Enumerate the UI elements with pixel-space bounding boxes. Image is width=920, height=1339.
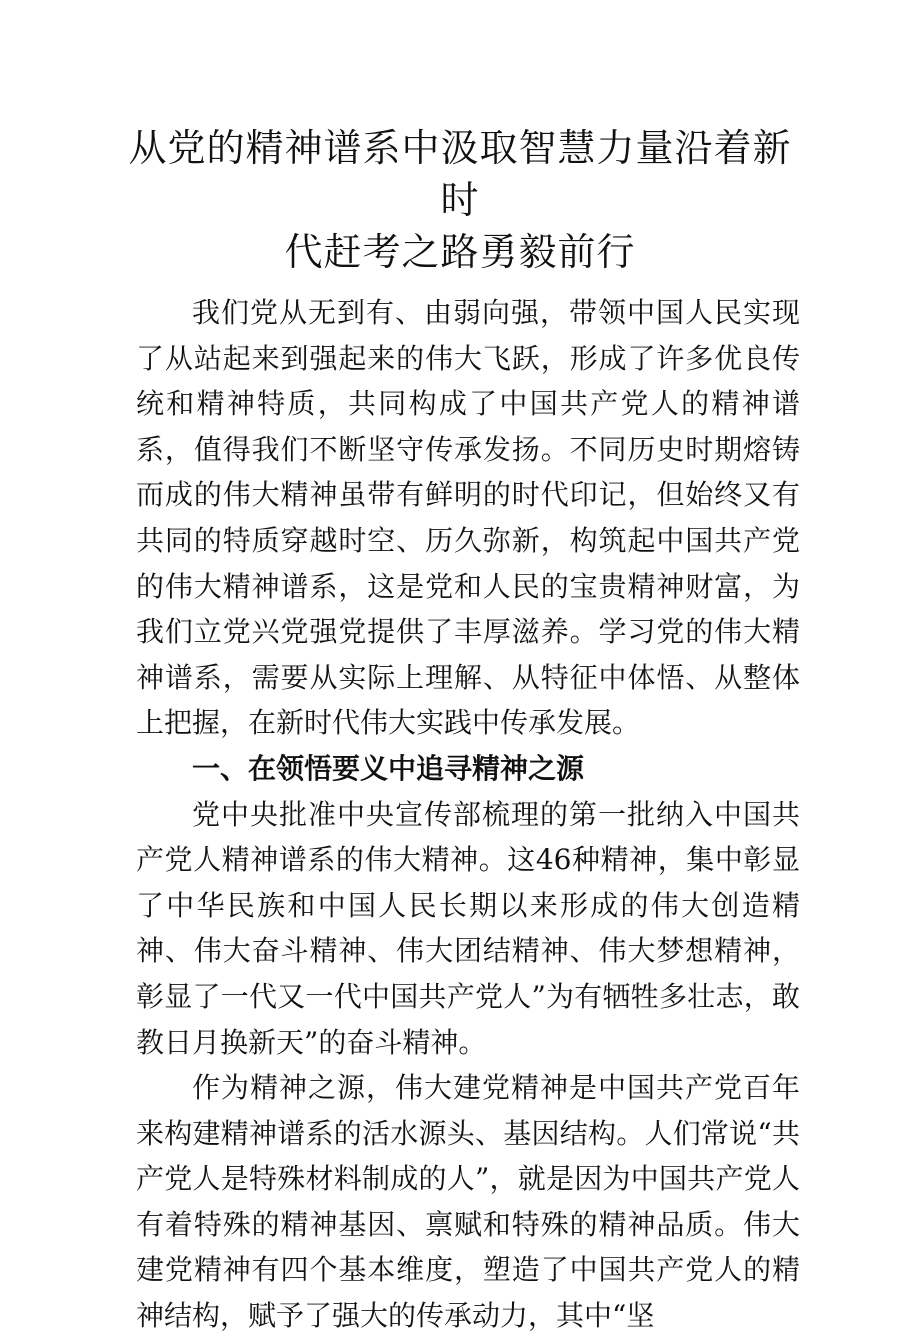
paragraph-section1: 党中央批准中央宣传部梳理的第一批纳入中国共产党人精神谱系的伟大精神。这46种精神，集中彰显了中华民族和中国人民长期以来形成的伟大创造精神、伟大奋斗精神、伟大团结精神、伟大梦想精神，彰显了一代又一代中国共产党人”为有牺牲多壮志，敢教日月换新天”的奋斗精神。	[136, 797, 800, 1059]
title-line-2: 代赶考之路勇毅前行	[284, 230, 636, 274]
document-body	[136, 290, 800, 1339]
document-title	[120, 122, 800, 278]
paragraph-intro: 我们党从无到有、由弱向强，带领中国人民实现了从站起来到强起来的伟大飞跃，形成了许多优良传统和精神特质，共同构成了中国共产党人的精神谱系，值得我们不断坚守传承发扬。不同历史时期熔铸而成的伟大精神虽带有鲜明的时代印记，但始终又有共同的特质穿越时空、历久弥新，构筑起中国共产党的伟大精神谱系，这是党和人民的宝贵精神财富，为我们立党兴党强党提供了丰厚滋养。学习党的伟大精神谱系，需要从实际上理解、从特征中体悟、从整体上把握，在新时代伟大实践中传承发展。	[136, 296, 800, 740]
section-heading: 一、在领悟要义中追寻精神之源	[192, 751, 585, 785]
paragraph-section2: 作为精神之源，伟大建党精神是中国共产党百年来构建精神谱系的活水源头、基因结构。人们常说“共产党人是特殊材料制成的人”，就是因为中国共产党人有着特殊的精神基因、禀赋和特殊的精神品质。伟大建党精神有四个基本维度，塑造了中国共产党人的精神结构，赋予了强大的传承动力，其中“坚	[136, 1071, 800, 1333]
title-line-1: 从党的精神谱系中汲取智慧力量沿着新时	[128, 126, 792, 222]
